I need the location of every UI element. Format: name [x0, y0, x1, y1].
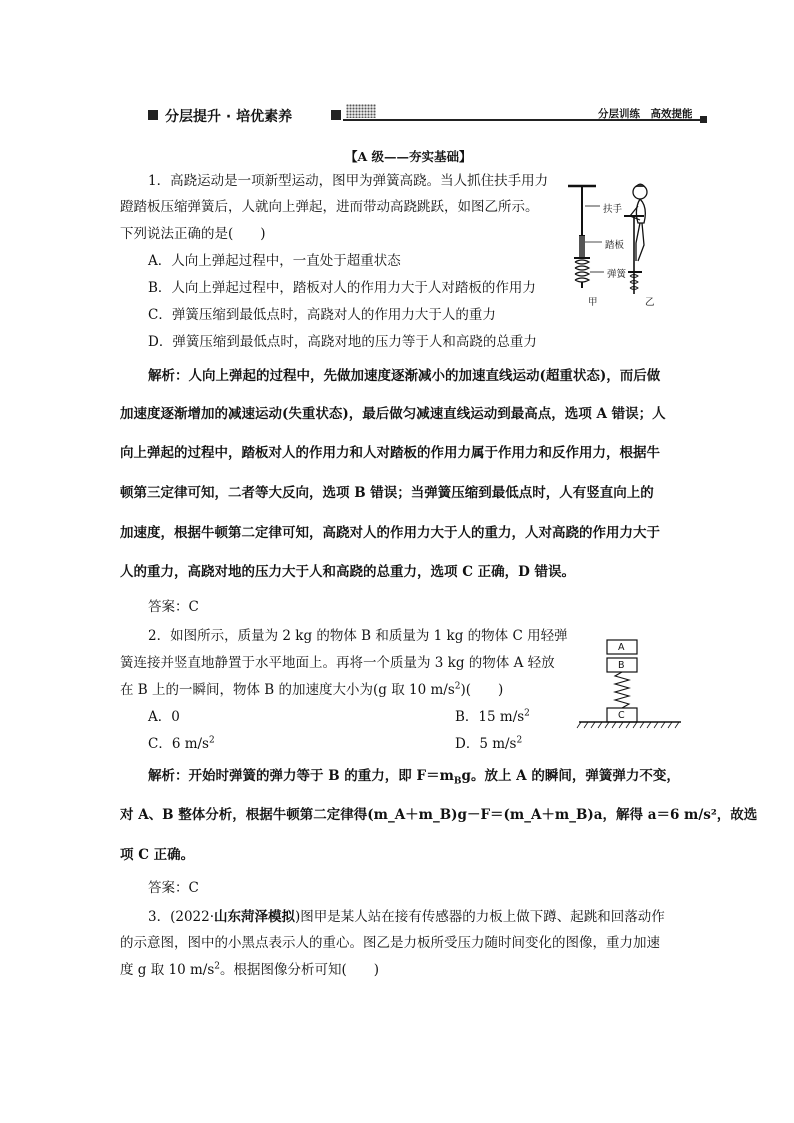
q1-option-a: A．人向上弹起过程中，一直处于超重状态	[148, 253, 401, 269]
section-header-title: 分层提升 · 培优素养	[165, 109, 293, 125]
section-title: 【A 级——夯实基础】	[345, 149, 472, 164]
q2-figure-label-a: A	[618, 642, 625, 653]
header-mid-square	[331, 110, 341, 120]
q1-figure-label-pedal: 踏板	[605, 240, 625, 251]
q2-option-d: D．5 $m/s^2$	[455, 735, 523, 752]
q1-figure-label-jia: 甲	[588, 297, 598, 308]
header-left-square	[148, 110, 158, 120]
q2-figure-label-c: C	[618, 710, 625, 721]
q3-line-2: 的示意图，图中的小黑点表示人的重心。图乙是力板所受压力随时间变化的图像，重力加速	[120, 935, 660, 951]
q1-solution-line-6: 人的重力，高跷对地的压力大于人和高跷的总重力，选项 C 正确，D 错误。	[120, 564, 576, 580]
q2-figure-label-b: B	[618, 660, 625, 671]
q2-solution-line-1: 解析：开始时弹簧的弹力等于 B 的重力，即 $F=m_Bg$。放上 A 的瞬间，弹簧弹力不变，	[148, 768, 680, 787]
q1-line-3: 下列说法正确的是( )	[120, 226, 266, 242]
q1-figure-label-handle: 扶手	[603, 204, 623, 215]
q3-line-3: 度 g 取 10 $m/s^2$。根据图像分析可知( )	[120, 961, 380, 978]
header-dotted-block	[346, 104, 376, 118]
q2-answer: 答案：C	[148, 880, 199, 896]
q1-answer: 答案：C	[148, 599, 199, 615]
q1-solution-line-3: 向上弹起的过程中，踏板对人的作用力和人对踏板的作用力属于作用力和反作用力，根据牛	[120, 445, 660, 461]
q2-line-2: 簧连接并竖直地静置于水平地面上。再将一个质量为 3 kg 的物体 A 轻放	[120, 655, 555, 671]
q2-option-b: B．15 $m/s^2$	[455, 708, 530, 725]
q2-solution-line-3: 项 C 正确。	[120, 847, 195, 863]
q1-line-2: 蹬踏板压缩弹簧后，人就向上弹起，进而带动高跷跳跃，如图乙所示。	[120, 199, 539, 215]
q1-option-b: B．人向上弹起过程中，踏板对人的作用力大于人对踏板的作用力	[148, 280, 536, 296]
q2-line-3: 在 B 上的一瞬间，物体 B 的加速度大小为(g 取 10 $m/s^2$)( )	[120, 681, 504, 698]
q1-line-1: 1．高跷运动是一项新型运动，图甲为弹簧高跷。当人抓住扶手用力	[148, 173, 549, 189]
q1-option-c: C．弹簧压缩到最低点时，高跷对人的作用力大于人的重力	[148, 307, 496, 323]
q2-option-c: C．6 $m/s^2$	[148, 735, 215, 752]
q1-option-d: D．弹簧压缩到最低点时，高跷对地的压力等于人和高跷的总重力	[148, 334, 537, 350]
q2-figure-blocks-spring	[575, 636, 685, 736]
q2-line-1: 2．如图所示，质量为 2 kg 的物体 B 和质量为 1 kg 的物体 C 用轻弹	[148, 628, 568, 644]
q2-option-a: A．0	[148, 709, 180, 725]
q1-solution-line-4: 顿第三定律可知，二者等大反向，选项 B 错误；当弹簧压缩到最低点时，人有竖直向上的	[120, 485, 654, 501]
header-right-square	[700, 116, 707, 123]
q2-solution-line-2: 对 A、B 整体分析，根据牛顿第二定律得(m_A＋m_B)g－F＝(m_A＋m_B)a，解得 a＝6 m/s²，故选	[120, 807, 758, 823]
q1-figure-label-yi: 乙	[645, 297, 655, 308]
header-right-text: 分层训练 高效提能	[598, 108, 693, 120]
q1-solution-line-2: 加速度逐渐增加的减速运动(失重状态)，最后做匀减速直线运动到最高点，选项 A 错误；人	[120, 406, 666, 422]
q1-figure-label-spring: 弹簧	[607, 269, 627, 280]
q1-solution-line-1: 解析：人向上弹起的过程中，先做加速度逐渐减小的加速直线运动(超重状态)，而后做	[148, 368, 661, 384]
q3-line-1: 3．(2022·山东菏泽模拟)图甲是某人站在接有传感器的力板上做下蹲、起跳和回落动作	[148, 909, 665, 925]
q1-solution-line-5: 加速度，根据牛顿第二定律可知，高跷对人的作用力大于人的重力，人对高跷的作用力大于	[120, 525, 660, 541]
